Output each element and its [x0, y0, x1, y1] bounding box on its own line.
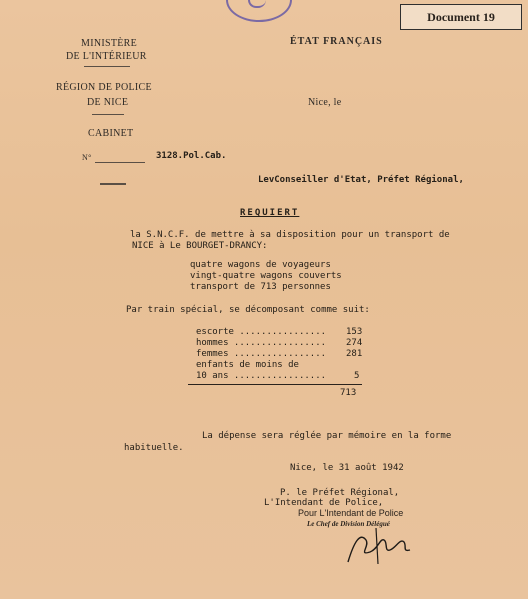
- short-rule: [100, 183, 126, 185]
- ministry-line2: DE L'INTÉRIEUR: [66, 51, 147, 62]
- sign-line4: Le Chef de Division Délégué: [307, 520, 390, 528]
- row-enfants-label: enfants de moins de: [196, 360, 299, 370]
- state-heading: ÉTAT FRANÇAIS: [290, 36, 383, 47]
- total-rule: [188, 384, 362, 385]
- ref-prefix: N°: [82, 153, 92, 162]
- row-hommes-value: 274: [346, 338, 363, 348]
- place-line: Nice, le: [308, 97, 342, 108]
- row-escorte-label: escorte ................: [196, 327, 327, 337]
- sign-line2: L'Intendant de Police,: [264, 498, 384, 508]
- region-line2: DE NICE: [87, 97, 129, 108]
- reference-number: 3128.Pol.Cab.: [156, 151, 227, 161]
- row-10ans-label: 10 ans .................: [196, 371, 327, 381]
- breakdown-intro: Par train spécial, se décomposant comme suit:: [126, 305, 370, 315]
- header-rule: [92, 114, 124, 115]
- date-line: Nice, le 31 août 1942: [290, 463, 404, 473]
- row-10ans-value: 5: [354, 371, 360, 381]
- ref-rule: [95, 162, 145, 163]
- sign-line1: P. le Préfet Régional,: [280, 488, 400, 498]
- header-rule: [84, 66, 130, 67]
- expense-line1: La dépense sera réglée par mémoire en la forme: [202, 431, 452, 441]
- ministry-line1: MINISTÈRE: [81, 38, 138, 49]
- request-line1: la S.N.C.F. de mettre à sa disposition pour un transport de: [130, 230, 450, 240]
- region-line1: RÉGION DE POLICE: [56, 82, 152, 93]
- row-femmes-label: femmes .................: [196, 349, 327, 359]
- row-femmes-value: 281: [346, 349, 363, 359]
- item-personnes: transport de 713 personnes: [190, 282, 331, 292]
- total-value: 713: [340, 388, 357, 398]
- item-couverts: vingt-quatre wagons couverts: [190, 271, 342, 281]
- cabinet-label: CABINET: [88, 128, 134, 139]
- expense-line2: habituelle.: [124, 443, 184, 453]
- row-escorte-value: 153: [346, 327, 363, 337]
- heading-requiert: REQUIERT: [240, 208, 300, 218]
- sign-line3: Pour L'Intendant de Police: [298, 508, 404, 518]
- sender-line: LevConseiller d'Etat, Préfet Régional,: [258, 175, 464, 185]
- request-line2: NICE à Le BOURGET-DRANCY:: [132, 241, 268, 251]
- row-hommes-label: hommes .................: [196, 338, 327, 348]
- item-voyageurs: quatre wagons de voyageurs: [190, 260, 331, 270]
- document-label: Document 19: [400, 4, 522, 30]
- handwritten-signature: [340, 522, 420, 568]
